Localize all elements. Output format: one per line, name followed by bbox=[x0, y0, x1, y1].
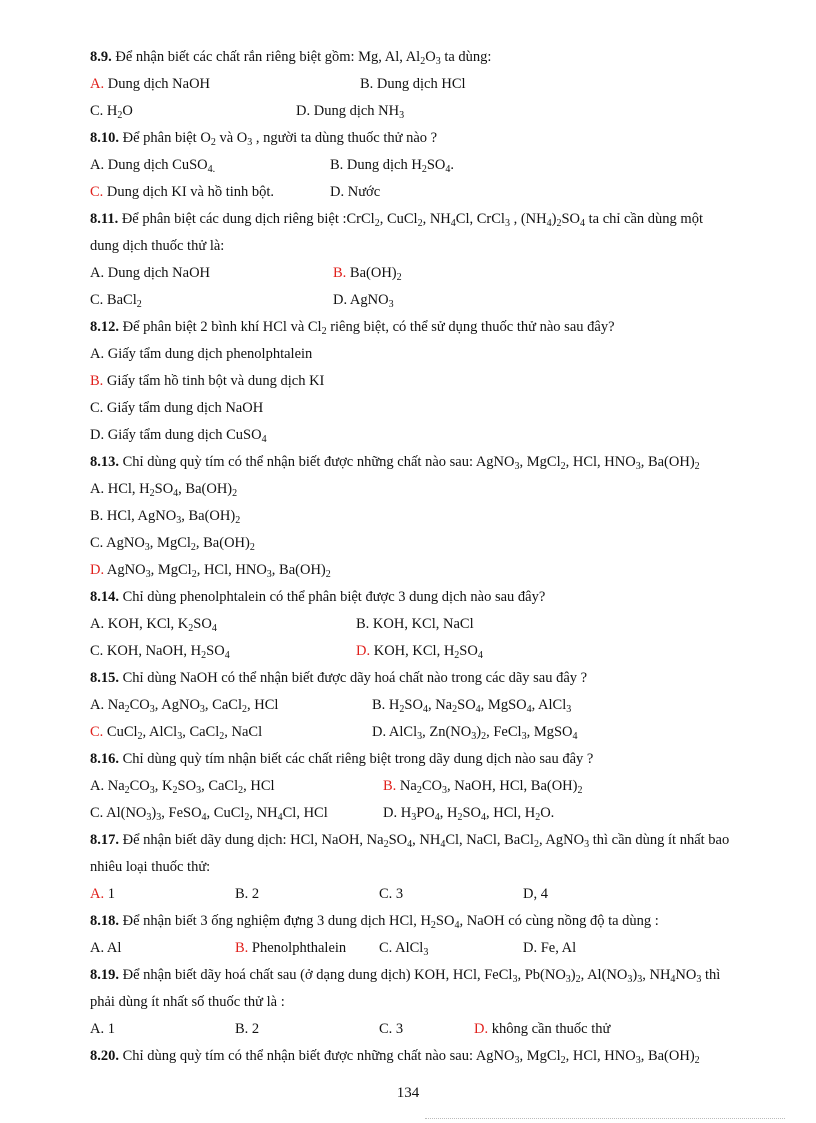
option-b: B. 2 bbox=[235, 1021, 260, 1037]
page-number: 134 bbox=[396, 1085, 420, 1101]
option-a: A. $Na_2CO_3$, AgNO$_3$, CaCl$_2$, HCl bbox=[90, 697, 279, 715]
option-a: A. HCl, $H_2SO_4$, $Ba(OH)_2$ bbox=[90, 481, 238, 499]
option-d: D. AgNO$_3$, MgCl$_2$, HCl, $HNO_3$, $Ba(OH)_2$ bbox=[90, 562, 331, 580]
option-c: C. Dung dịch KI và hồ tinh bột. bbox=[90, 184, 275, 200]
question-8-16: 8.16. Chỉ dùng quỳ tím nhận biết các chất riêng biệt trong dãy dung dịch nào sau đây ? bbox=[90, 751, 594, 767]
option-c: C. 3 bbox=[379, 886, 404, 902]
question-8-9: 8.9. Để nhận biết các chất rắn riêng biệt gồm: Mg, Al, $Al_2O_3$ ta dùng: bbox=[90, 49, 492, 67]
question-8-17-line2: nhiêu loại thuốc thử: bbox=[90, 859, 211, 875]
option-a: A. Dung dịch CuSO$_{4.}$ bbox=[90, 157, 216, 175]
option-c: C. AgNO$_3$, MgCl$_2$, $Ba(OH)_2$ bbox=[90, 535, 255, 553]
question-8-11-line2: dung dịch thuốc thử là: bbox=[90, 238, 225, 254]
option-c: C. CuCl$_2$, AlCl$_3$, CaCl$_2$, NaCl bbox=[90, 724, 263, 742]
option-d: D. Dung dịch $NH_3$ bbox=[296, 103, 405, 121]
question-8-10: 8.10. Để phân biệt $O_2$ và $O_3$ , người ta dùng thuốc thử nào ? bbox=[90, 130, 438, 148]
footer-divider bbox=[425, 1118, 785, 1119]
option-a: A. Dung dịch NaOH bbox=[90, 265, 211, 281]
option-d: D. Giấy tẩm dung dịch CuSO$_4$ bbox=[90, 427, 267, 445]
option-b: B. HCl, AgNO$_3$, $Ba(OH)_2$ bbox=[90, 508, 241, 526]
option-b: B. Dung dịch $H_2SO_4$. bbox=[330, 157, 455, 175]
question-8-12: 8.12. Để phân biệt 2 bình khí HCl và $Cl_2$ riêng biệt, có thể sử dụng thuốc thử nào sau đây? bbox=[90, 319, 615, 337]
option-a: A. 1 bbox=[90, 886, 115, 902]
option-a: A. Dung dịch NaOH bbox=[90, 76, 211, 92]
question-8-19: 8.19. Để nhận biết dãy hoá chất sau (ở dạng dung dịch) KOH, HCl, FeCl$_3$, $Pb(NO_3)_2$, $Al(NO_3)_3$, $NH_4NO_3$ thì bbox=[90, 967, 721, 985]
option-a: A. 1 bbox=[90, 1021, 115, 1037]
option-b: B. $Ba(OH)_2$ bbox=[333, 265, 402, 283]
option-b: B. 2 bbox=[235, 886, 260, 902]
question-8-20: 8.20. Chỉ dùng quỳ tím có thể nhận biết được những chất nào sau: AgNO$_3$, MgCl$_2$, HCl, $HNO_3$, $Ba(OH)_2$ bbox=[90, 1048, 700, 1066]
question-8-17: 8.17. Để nhận biết dãy dung dịch: HCl, NaOH, $Na_2SO_4$, $NH_4Cl$, NaCl, BaCl$_2$, AgNO$_3$ thì cần dùng ít nhất bao bbox=[90, 832, 730, 850]
option-c: C. Giấy tẩm dung dịch NaOH bbox=[90, 400, 264, 416]
option-d: D. KOH, KCl, $H_2SO_4$ bbox=[356, 643, 483, 661]
option-d: D. AgNO$_3$ bbox=[333, 292, 394, 310]
question-8-13: 8.13. Chỉ dùng quỳ tím có thể nhận biết được những chất nào sau: AgNO$_3$, MgCl$_2$, HCl, $HNO_3$, $Ba(OH)_2$ bbox=[90, 454, 700, 472]
option-d: D. Fe, Al bbox=[523, 940, 577, 956]
option-a: A. Al bbox=[90, 940, 122, 956]
option-c: C. KOH, NaOH, $H_2SO_4$ bbox=[90, 643, 230, 661]
option-c: C. 3 bbox=[379, 1021, 404, 1037]
option-b: B. $H_2SO_4$, $Na_2SO_4$, MgSO$_4$, AlCl$_3$ bbox=[372, 697, 572, 715]
question-8-18: 8.18. Để nhận biết 3 ống nghiệm đựng 3 dung dịch HCl, $H_2SO_4$, NaOH có cùng nồng độ ta dùng : bbox=[90, 913, 659, 931]
option-d: D. Nước bbox=[330, 184, 381, 200]
option-c: C. $H_2O$ bbox=[90, 103, 133, 121]
option-a: A. KOH, KCl, $K_2SO_4$ bbox=[90, 616, 217, 634]
option-c: C. BaCl$_2$ bbox=[90, 292, 142, 310]
question-8-15: 8.15. Chỉ dùng NaOH có thể nhận biết được dãy hoá chất nào trong các dãy sau đây ? bbox=[90, 670, 588, 686]
question-8-14: 8.14. Chỉ dùng phenolphtalein có thể phân biệt được 3 dung dịch nào sau đây? bbox=[90, 589, 546, 605]
option-a: A. $Na_2CO_3$, $K_2SO_3$, CaCl$_2$, HCl bbox=[90, 778, 275, 796]
option-b: B. KOH, KCl, NaCl bbox=[356, 616, 474, 632]
option-d: D. AlCl$_3$, $Zn(NO_3)_2$, FeCl$_3$, MgSO$_4$ bbox=[372, 724, 578, 742]
option-d: D. không cần thuốc thử bbox=[474, 1021, 611, 1037]
option-b: B. Giấy tẩm hồ tinh bột và dung dịch KI bbox=[90, 373, 325, 389]
option-a: A. Giấy tẩm dung dịch phenolphtalein bbox=[90, 346, 313, 362]
option-d: D. $H_3PO_4$, $H_2SO_4$, HCl, $H_2O$. bbox=[383, 805, 555, 823]
question-8-19-line2: phải dùng ít nhất số thuốc thử là : bbox=[90, 994, 285, 1010]
option-b: B. Dung dịch HCl bbox=[360, 76, 466, 92]
question-8-11: 8.11. Để phân biệt các dung dịch riêng biệt :CrCl$_2$, CuCl$_2$, $NH_4Cl$, CrCl$_3$ , $(NH_4)_2SO_4$ ta chỉ cần dùng một bbox=[90, 211, 703, 229]
option-c: C. $Al(NO_3)_3$, FeSO$_4$, CuCl$_2$, $NH_4Cl$, HCl bbox=[90, 805, 328, 823]
option-b: B. $Na_2CO_3$, NaOH, HCl, $Ba(OH)_2$ bbox=[383, 778, 583, 796]
option-c: C. AlCl$_3$ bbox=[379, 940, 429, 958]
option-d: D, 4 bbox=[523, 886, 548, 902]
option-b: B. Phenolphthalein bbox=[235, 940, 347, 956]
